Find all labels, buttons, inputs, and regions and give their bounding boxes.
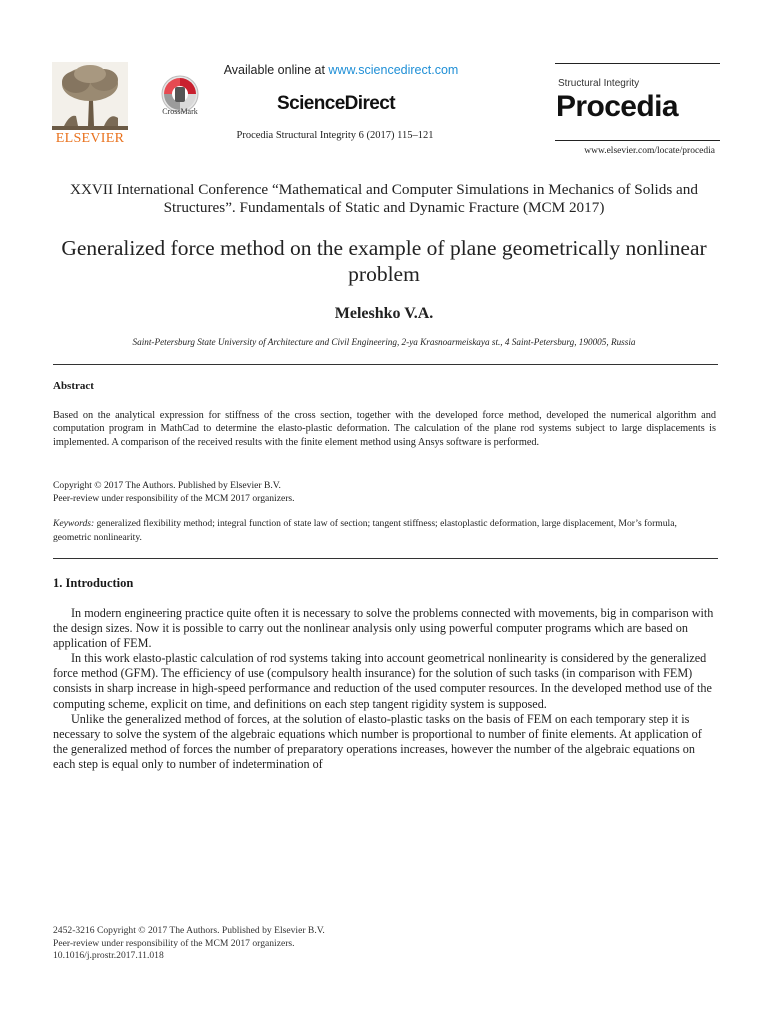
page-footer bbox=[53, 925, 553, 963]
elsevier-wordmark: ELSEVIER bbox=[55, 131, 125, 146]
available-prefix: Available online at bbox=[223, 63, 329, 77]
footer-doi[interactable]: 10.1016/j.prostr.2017.11.018 bbox=[53, 950, 164, 961]
copyright-line: Copyright © 2017 The Authors. Published by Elsevier B.V. bbox=[53, 480, 281, 491]
journal-url-link[interactable]: www.elsevier.com/locate/procedia bbox=[584, 146, 715, 156]
abstract-bottom-divider bbox=[53, 558, 718, 559]
author-name: Meleshko V.A. bbox=[334, 305, 434, 322]
abstract-copyright bbox=[53, 479, 716, 505]
author-affiliation: Saint-Petersburg State University of Architecture and Civil Engineering, 2-ya Krasnoarmeiskaya st., 4 Saint-Petersburg, 190005, Russia bbox=[132, 337, 636, 347]
journal-reference: Procedia Structural Integrity 6 (2017) 115–121 bbox=[236, 130, 434, 141]
introduction-body bbox=[53, 606, 716, 772]
sciencedirect-link[interactable]: www.sciencedirect.com bbox=[328, 63, 459, 77]
keywords-text: generalized flexibility method; integral function of state law of section; tangent stiffness; elastoplastic deformation, large displacement, Mor’s formula, geometric nonlinearity. bbox=[53, 518, 677, 543]
procedia-title: Procedia bbox=[556, 90, 678, 123]
intro-paragraph: Unlike the generalized method of forces, at the solution of elasto-plastic tasks on the basis of FEM on each temporary step it is necessary to solve the system of the algebraic equations which number is proportional to number of finite elements. At application of the generalized method of forces the number of preparatory operations increases, however the number of the algebraic equations on each step is equal only to number of indetermination of bbox=[53, 711, 702, 771]
introduction-heading: 1. Introduction bbox=[53, 576, 134, 590]
footer-peer-review: Peer-review under responsibility of the MCM 2017 organizers. bbox=[53, 937, 295, 949]
keywords-label: Keywords: bbox=[53, 518, 95, 529]
abstract-text: Based on the analytical expression for stiffness of the cross section, together with the developed force method, developed the numerical algorithm and computation program in MathCad to determine the elasto-plastic deformation. The calculation of the plane rod systems subject to large displacements is implemented. A comparison of the received results with the finite element method using Ansys software is performed. bbox=[53, 410, 716, 448]
crossmark-label: CrossMark bbox=[162, 107, 198, 116]
paper-title: Generalized force method on the example of plane geometrically nonlinear problem bbox=[61, 236, 707, 286]
sciencedirect-brand: ScienceDirect bbox=[277, 93, 395, 114]
procedia-subtitle: Structural Integrity bbox=[558, 78, 640, 89]
abstract-heading: Abstract bbox=[53, 380, 94, 392]
peer-review-line: Peer-review under responsibility of the MCM 2017 organizers. bbox=[53, 493, 295, 504]
intro-paragraph: In modern engineering practice quite often it is necessary to solve the problems connected with movements, big in comparison with the design sizes. Now it is possible to carry out the nonlinear analysis only using powerful computer programs which are based on application of FEM. bbox=[53, 606, 714, 651]
footer-issn-copyright: 2452-3216 Copyright © 2017 The Authors. Published by Elsevier B.V. bbox=[53, 925, 325, 936]
intro-paragraph: In this work elasto-plastic calculation of rod systems taking into account geometrical nonlinearity is considered by the generalized force method (GFM). The efficiency of use (compulsory health insurance) for the solution of such tasks (in comparison with FEM) consists in sharp increase in high-speed performance and reduction of the used computer resources. In the developed method use of the computing scheme, explicit on time, and definitions on each step tangent rigidity system is supposed. bbox=[53, 651, 712, 711]
keywords bbox=[53, 517, 693, 544]
abstract-top-divider bbox=[53, 364, 718, 365]
journal-header bbox=[0, 0, 768, 170]
available-online-line bbox=[186, 63, 496, 77]
conference-name: XXVII International Conference “Mathematical and Computer Simulations in Mechanics of Solids and Structures”. Fundamentals of Static and Dynamic Fracture (MCM 2017) bbox=[69, 181, 698, 216]
procedia-masthead bbox=[555, 63, 720, 141]
